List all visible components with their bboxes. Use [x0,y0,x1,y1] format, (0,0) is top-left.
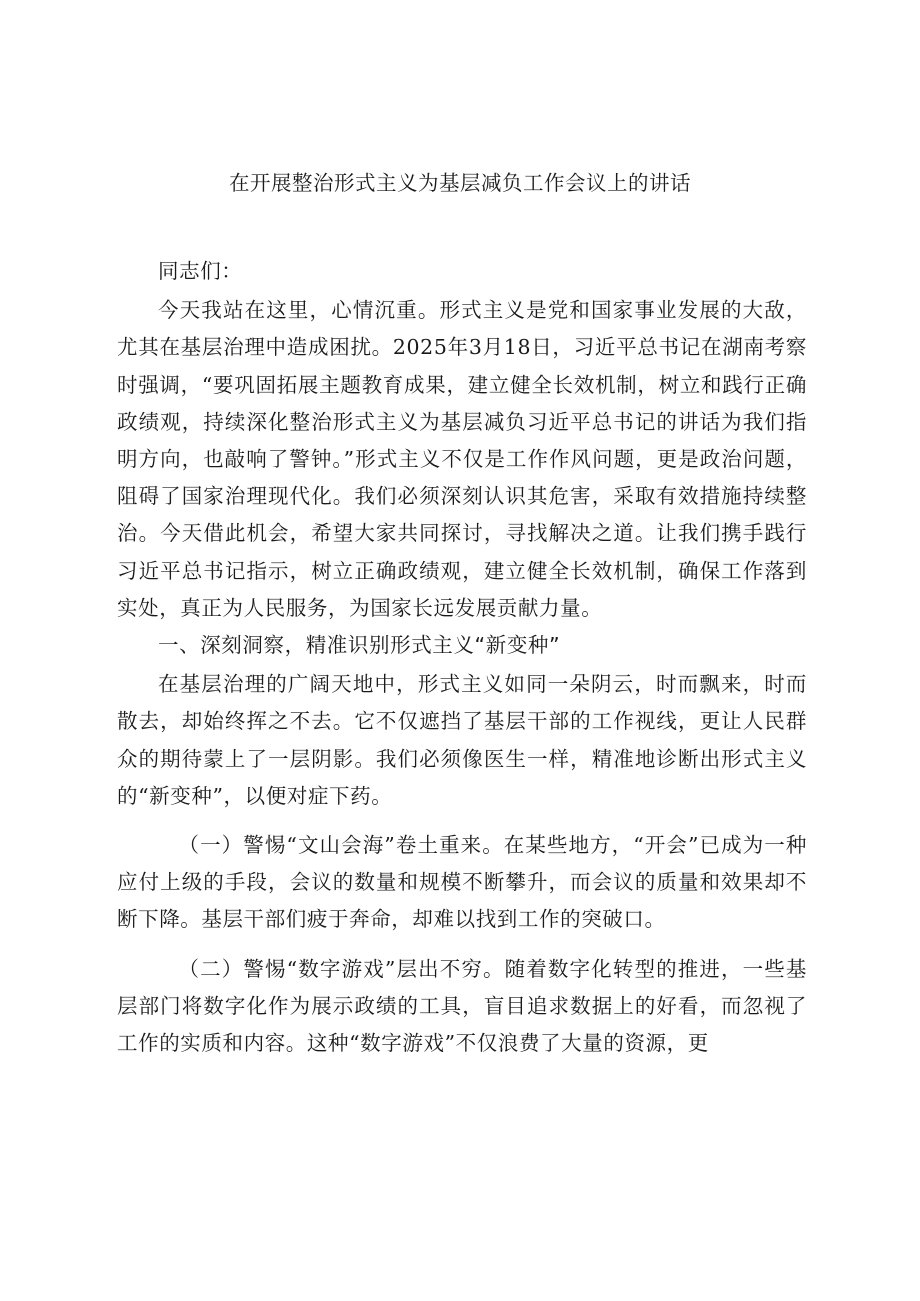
section-1-item-2: （二）警惕“数字游戏”层出不穷。随着数字化转型的推进，一些基层部门将数字化作为展示政绩的工具，盲目追求数据上的好看，而忽视了工作的实质和内容。这种“数字游戏”不仅浪费了大量的资源，更 [117,956,807,1056]
document-body [117,253,807,1062]
section-heading-1: 一、深刻洞察，精准识别形式主义“新变种” [158,633,561,658]
opening-paragraph: 今天我站在这里，心情沉重。形式主义是党和国家事业发展的大敌，尤其在基层治理中造成困扰。2025年3月18日，习近平总书记在湖南考察时强调，“要巩固拓展主题教育成果，建立健全长效机制，树立和践行正确政绩观，持续深化整治形式主义为基层减负习近平总书记的讲话为我们指明方向，也敲响了警钟。”形式主义不仅是工作作风问题，更是政治问题，阻碍了国家治理现代化。我们必须深刻认识其危害，采取有效措施持续整治。今天借此机会，希望大家共同探讨，寻找解决之道。让我们携手践行习近平总书记指示，树立正确政绩观，建立健全长效机制，确保工作落到实处，真正为人民服务，为国家长远发展贡献力量。 [117,298,807,620]
section-1-intro: 在基层治理的广阔天地中，形式主义如同一朵阴云，时而飘来，时而散去，却始终挥之不去。它不仅遮挡了基层干部的工作视线，更让人民群众的期待蒙上了一层阴影。我们必须像医生一样，精准地诊断出形式主义的“新变种”，以便对症下药。 [117,672,807,808]
salutation: 同志们： [158,259,243,283]
section-1-item-1: （一）警惕“文山会海”卷土重来。在某些地方，“开会”已成为一种应付上级的手段，会议的数量和规模不断攀升，而会议的质量和效果却不断下降。基层干部们疲于奔命，却难以找到工作的突破口。 [117,833,807,932]
document-title: 在开展整治形式主义为基层减负工作会议上的讲话 [229,171,691,195]
